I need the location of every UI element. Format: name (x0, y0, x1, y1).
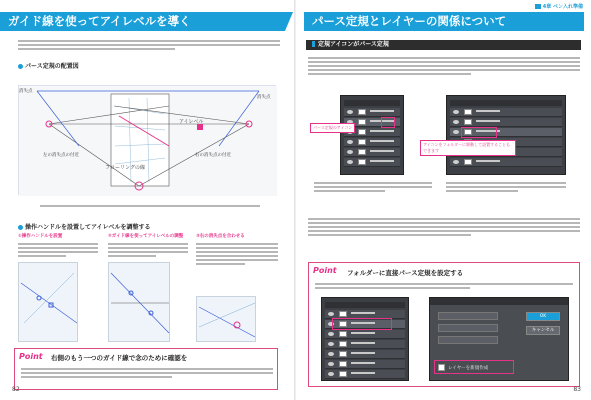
step-1-label: ①操作ハンドルを設置 (18, 234, 63, 239)
section-heading-ruler-layout (18, 61, 79, 70)
eye-icon[interactable] (347, 160, 353, 164)
layer-row[interactable] (450, 158, 562, 167)
eye-icon[interactable] (347, 150, 353, 154)
vp-left-label: 左の消失点の付近 (43, 153, 79, 158)
layer-row[interactable] (450, 108, 562, 117)
dialog-title-bar (430, 298, 568, 305)
dialog-select[interactable] (438, 324, 498, 332)
step-2-image-svg (109, 263, 171, 343)
guide-label-right: 消失点 (257, 95, 271, 100)
layer-row[interactable] (450, 118, 562, 127)
layer-panel-1 (340, 95, 404, 175)
subsection-text (308, 55, 580, 77)
layer-row[interactable] (325, 370, 405, 379)
eye-icon[interactable] (328, 342, 334, 346)
step-2-text (108, 241, 188, 259)
vp-right-label: 右の消失点の付近 (195, 153, 231, 158)
chapter-marker-icon (535, 4, 541, 9)
step-3-image (196, 296, 256, 342)
step-1-image (18, 262, 78, 342)
layer-row[interactable] (344, 148, 400, 157)
layer-row[interactable] (344, 138, 400, 147)
step-2-image (108, 262, 170, 342)
point-body (21, 366, 273, 380)
layer-panel-2 (446, 95, 566, 175)
eye-icon[interactable] (453, 110, 459, 114)
step-3-text (196, 241, 278, 267)
step-1-image-svg (19, 263, 79, 343)
highlight-box (332, 318, 392, 330)
point-box-left (14, 348, 278, 390)
highlight-box (434, 360, 514, 374)
new-layer-checkbox-label: レイヤーを新規作成 (448, 366, 489, 371)
panel-caption-left (314, 180, 432, 194)
point-tag: Point (313, 266, 337, 275)
section-heading-text: 操作ハンドルを設置してアイレベルを調整する (25, 224, 151, 231)
highlight-box (461, 127, 497, 138)
eye-icon[interactable] (453, 120, 459, 124)
perspective-diagram-svg (19, 86, 277, 196)
perspective-diagram (18, 85, 276, 195)
eyelevel-label: アイレベル (179, 119, 204, 125)
body-text (308, 216, 580, 238)
point-body (315, 281, 573, 291)
bullet-icon (18, 225, 23, 230)
layer-row[interactable] (325, 350, 405, 359)
point-title: フォルダーに直接パース定規を設定する (347, 269, 464, 277)
page-number-right: 83 (573, 386, 581, 393)
new-ruler-dialog (429, 297, 569, 381)
layer-row[interactable] (325, 340, 405, 349)
diagram-caption (40, 203, 260, 209)
left-page (0, 0, 295, 400)
callout-move-icon: アイコンをフォルダーに移動して設置することもできます (420, 140, 516, 156)
layer-row[interactable] (325, 330, 405, 339)
eye-icon[interactable] (328, 352, 334, 356)
intro-text (18, 38, 280, 52)
step-3-label: ③右の消失点を合わせる (196, 234, 245, 239)
point-tag: Point (19, 352, 43, 361)
step-1-text (18, 241, 98, 259)
eye-icon[interactable] (347, 110, 353, 114)
flooring-line-label: フローリングの線 (105, 165, 145, 171)
point-box-right (308, 262, 580, 387)
highlight-box (381, 117, 395, 128)
layer-panel-toolbar (344, 100, 400, 106)
eye-icon[interactable] (328, 372, 334, 376)
bullet-icon (18, 64, 23, 69)
dialog-ok-button[interactable]: OK (526, 312, 560, 321)
panel-caption-right (446, 180, 566, 194)
chapter-label-text: 4章 ペン入れ準備 (542, 4, 583, 10)
dialog-select[interactable] (438, 312, 498, 320)
step-3-image-svg (197, 297, 257, 343)
page-number-left: 82 (12, 386, 20, 393)
eye-icon[interactable] (328, 332, 334, 336)
section-heading-adjust (18, 222, 150, 231)
guide-label-left: 消失点 (19, 89, 33, 94)
chapter-label (535, 3, 583, 10)
folder-layer-panel (321, 297, 409, 381)
subsection-heading: 定規アイコンがパース定規 (306, 40, 581, 50)
eye-icon[interactable] (328, 362, 334, 366)
right-page (296, 0, 591, 400)
point-title: 右側のもう一つのガイド線で念のために確認を (51, 354, 188, 362)
dialog-select[interactable] (438, 336, 498, 344)
step-2-label: ②ガイド線を使ってアイレベルの調整 (108, 234, 184, 239)
callout-ruler-icon: パース定規のアイコン (310, 123, 355, 133)
right-page-title: パース定規とレイヤーの関係について (304, 12, 584, 31)
left-page-title: ガイド線を使ってアイレベルを導く (0, 12, 285, 31)
layer-row[interactable] (325, 360, 405, 369)
eye-icon[interactable] (453, 160, 459, 164)
layer-row[interactable] (344, 108, 400, 117)
dialog-cancel-button[interactable]: キャンセル (526, 326, 560, 335)
layer-panel-toolbar (450, 100, 562, 106)
eye-icon[interactable] (347, 140, 353, 144)
layer-panel-toolbar (325, 302, 405, 308)
eye-icon[interactable] (328, 312, 334, 316)
section-heading-text: パース定規の配置図 (25, 63, 79, 70)
eye-icon[interactable] (453, 130, 459, 134)
layer-row[interactable] (344, 158, 400, 167)
